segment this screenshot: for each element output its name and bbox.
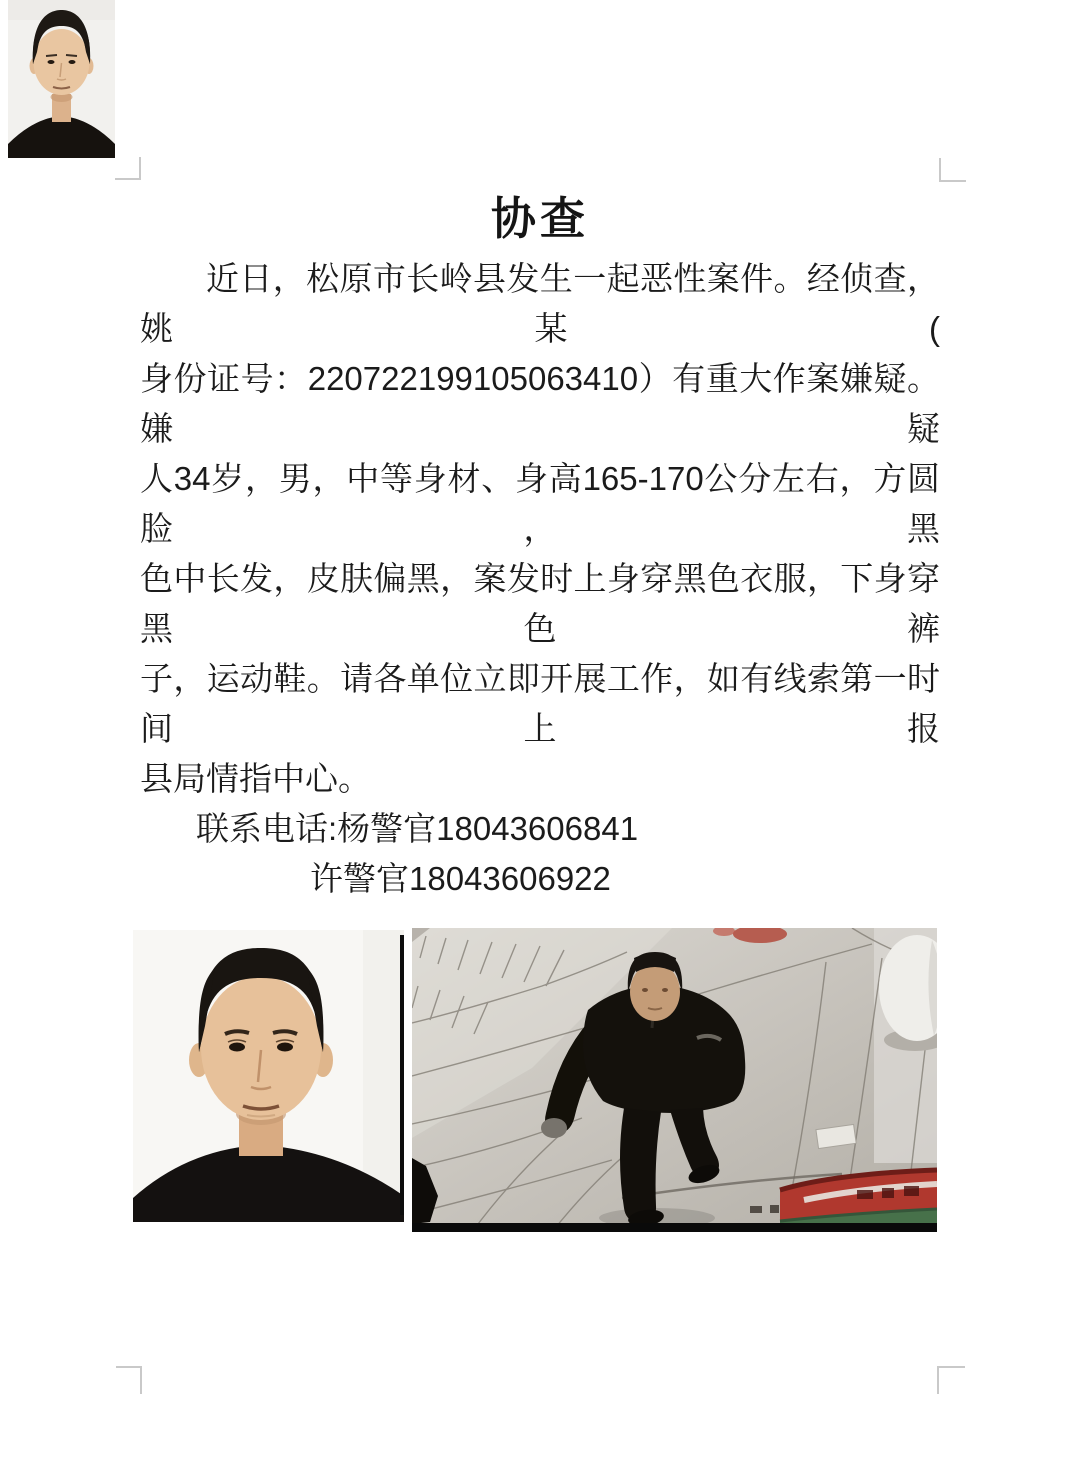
body-line: 身份证号：220722199105063410）有重大作案嫌疑。嫌疑 (140, 360, 940, 447)
notice-title: 协查 (490, 193, 589, 244)
suspect-id-photo-large (133, 930, 404, 1222)
contact-phone-line-1: 联系电话:杨警官18043606841 (196, 810, 639, 847)
body-line: 人34岁，男，中等身材、身高165-170公分左右，方圆脸，黑 (140, 460, 940, 547)
text-boundary-mark-top-right (939, 158, 966, 182)
surveillance-scene-graphic (412, 928, 937, 1232)
body-line: 县局情指中心。 (140, 760, 371, 797)
suspect-surveillance-photo (412, 928, 937, 1232)
contact-phone-line-2: 许警官18043606922 (310, 860, 611, 897)
text-boundary-mark-top-left (115, 157, 141, 180)
body-line: 子，运动鞋。请各单位立即开展工作，如有线索第一时间上报 (140, 660, 940, 747)
photo-edge-line (400, 935, 404, 1215)
body-line: 近日，松原市长岭县发生一起恶性案件。经侦查，姚某( (140, 260, 940, 347)
suspect-portrait-small-graphic (8, 0, 115, 158)
text-boundary-mark-bottom-left (116, 1366, 142, 1394)
suspect-portrait-large-graphic (133, 930, 404, 1222)
suspect-id-photo-small (8, 0, 115, 158)
body-line: 色中长发，皮肤偏黑，案发时上身穿黑色衣服，下身穿黑色裤 (140, 560, 940, 647)
text-boundary-mark-bottom-right (937, 1366, 965, 1394)
